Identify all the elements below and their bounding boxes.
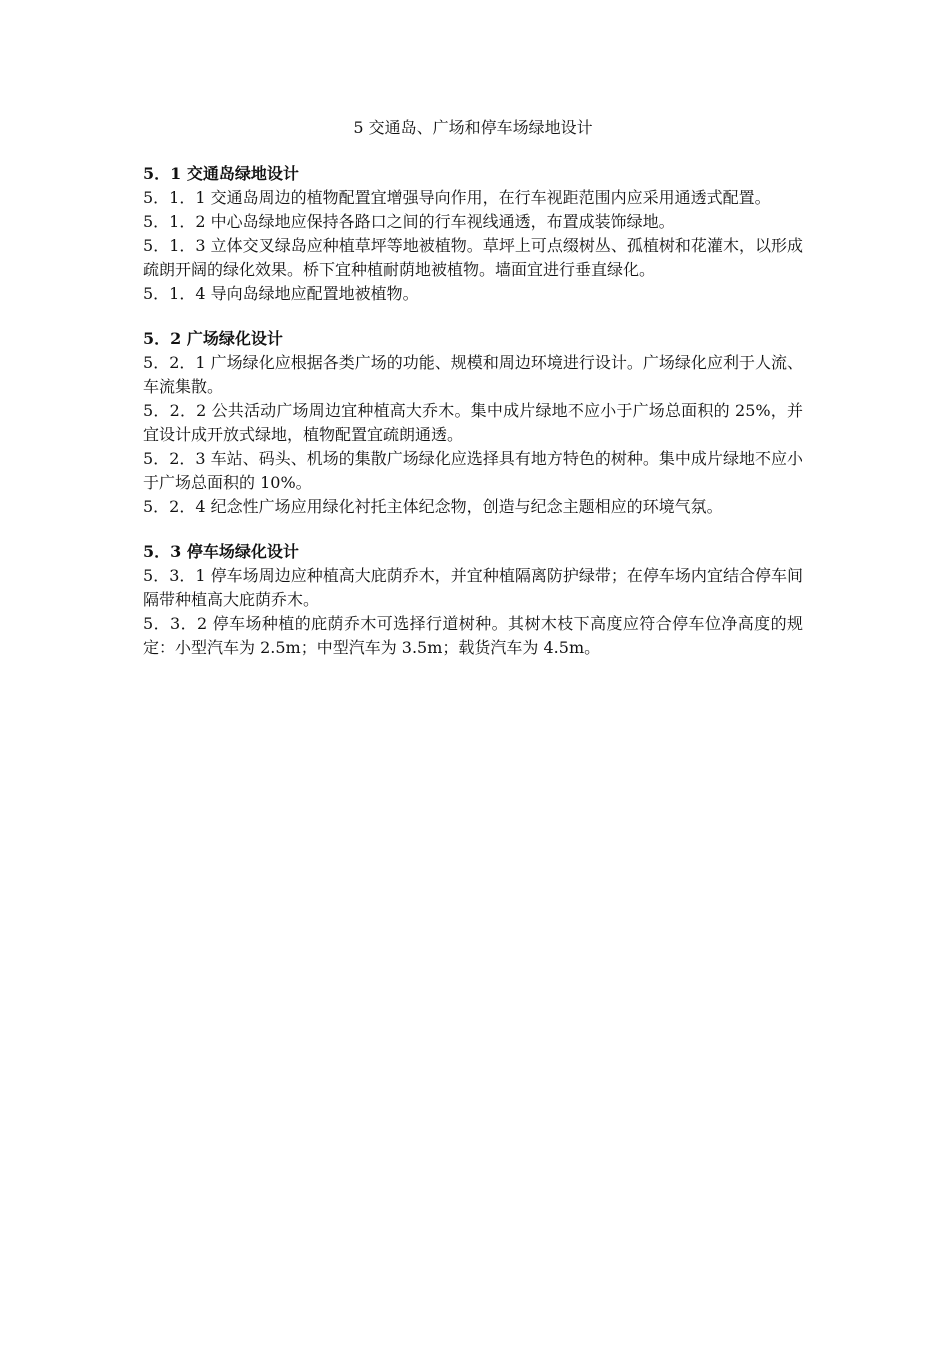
section-heading: 5．2 广场绿化设计	[143, 329, 283, 348]
clause-5-3-1: 5．3．1 停车场周边应种植高大庇荫乔木，并宜种植隔离防护绿带；在停车场内宜结合停车间隔带种植高大庇荫乔木。	[143, 566, 803, 609]
clause-5-2-3: 5．2．3 车站、码头、机场的集散广场绿化应选择具有地方特色的树种。集中成片绿地不应小于广场总面积的 10%。	[143, 449, 803, 492]
clause-5-1-4: 5．1．4 导向岛绿地应配置地被植物。	[143, 284, 419, 303]
section-heading: 5．1 交通岛绿地设计	[143, 164, 299, 183]
clause-5-1-3: 5．1．3 立体交叉绿岛应种植草坪等地被植物。草坪上可点缀树丛、孤植树和花灌木，以形成疏朗开阔的绿化效果。桥下宜种植耐荫地被植物。墙面宜进行垂直绿化。	[143, 236, 803, 279]
section-traffic-island	[143, 162, 803, 306]
clause-5-3-2: 5．3．2 停车场种植的庇荫乔木可选择行道树种。其树木枝下高度应符合停车位净高度的规定：小型汽车为 2.5m；中型汽车为 3.5m；载货汽车为 4.5m。	[143, 614, 803, 657]
clause-5-1-2: 5．1．2 中心岛绿地应保持各路口之间的行车视线通透，布置成装饰绿地。	[143, 212, 675, 231]
clause-5-2-1: 5．2．1 广场绿化应根据各类广场的功能、规模和周边环境进行设计。广场绿化应利于人流、车流集散。	[143, 353, 803, 396]
clause-5-1-1: 5．1．1 交通岛周边的植物配置宜增强导向作用，在行车视距范围内应采用通透式配置。	[143, 188, 771, 207]
section-square	[143, 327, 803, 519]
clause-5-2-4: 5．2．4 纪念性广场应用绿化衬托主体纪念物，创造与纪念主题相应的环境气氛。	[143, 497, 723, 516]
document-page	[143, 116, 803, 681]
section-heading: 5．3 停车场绿化设计	[143, 542, 299, 561]
clause-5-2-2: 5．2．2 公共活动广场周边宜种植高大乔木。集中成片绿地不应小于广场总面积的 25%，并宜设计成开放式绿地，植物配置宜疏朗通透。	[143, 401, 803, 444]
document-title: 5 交通岛、广场和停车场绿地设计	[353, 118, 593, 137]
section-parking-lot	[143, 540, 803, 660]
